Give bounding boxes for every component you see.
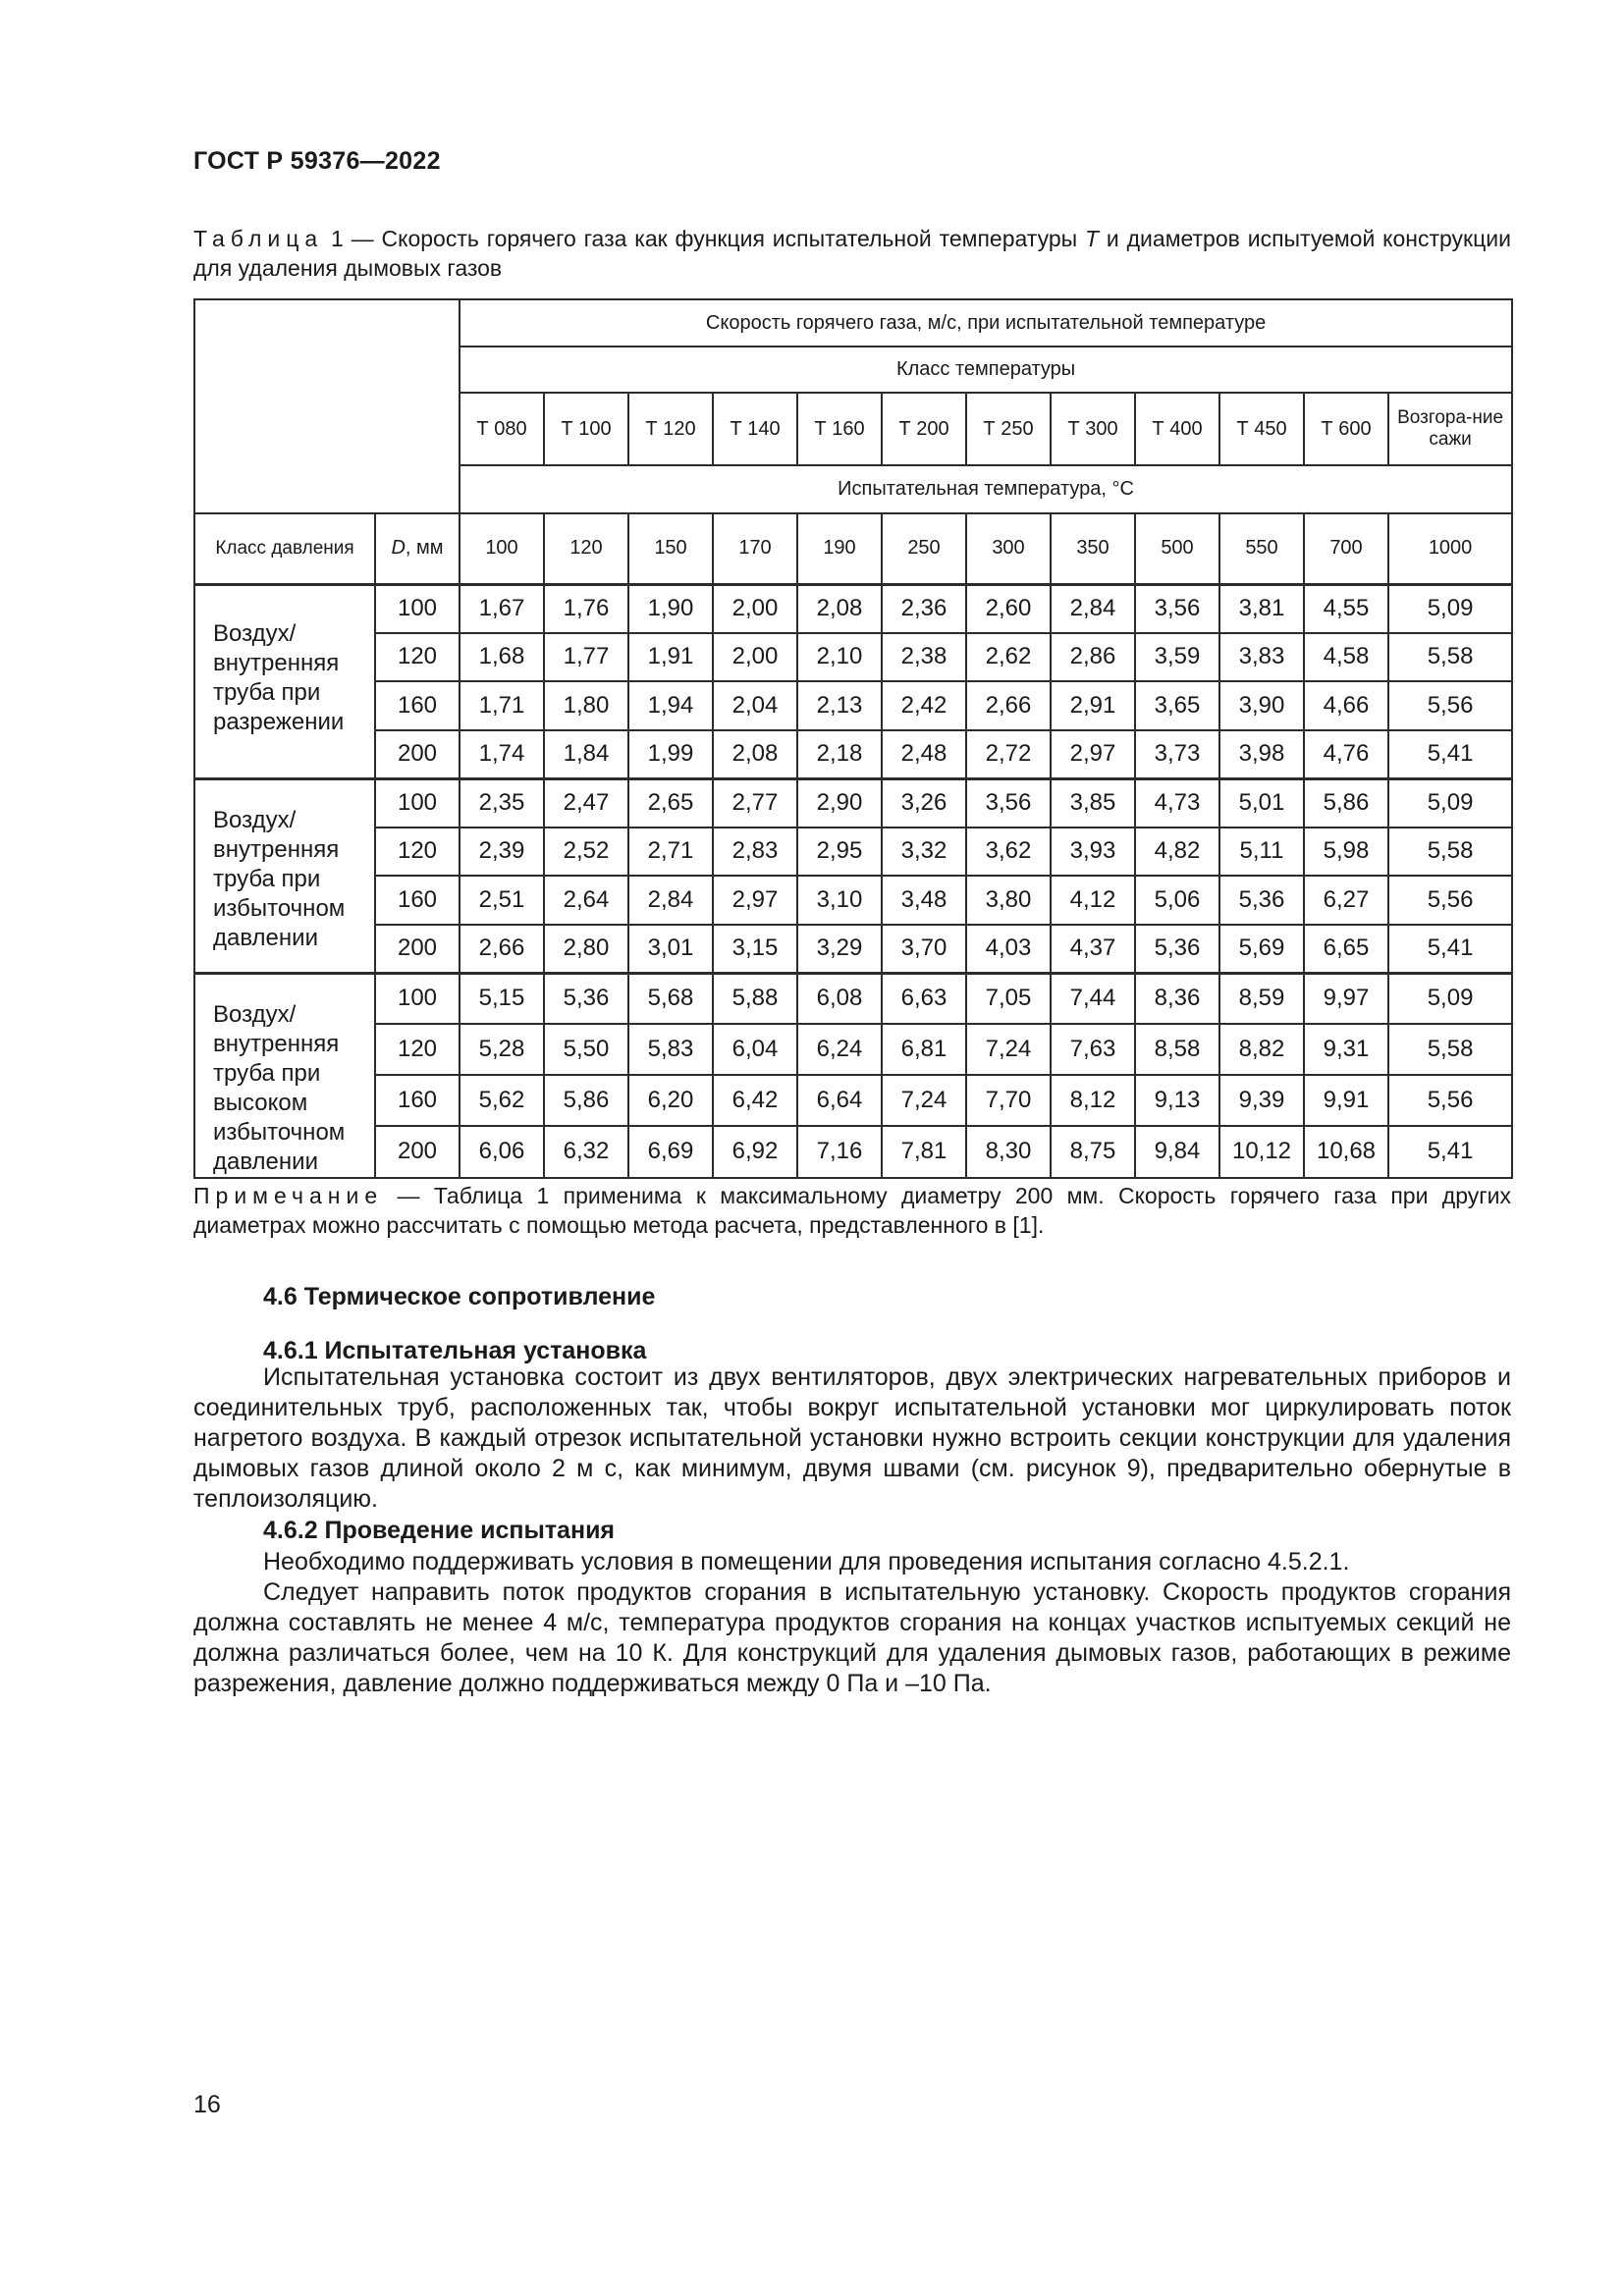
velocity-cell: 2,66 [460,925,544,974]
velocity-cell: 1,99 [628,730,713,779]
velocity-cell: 5,56 [1388,1075,1512,1126]
test-temp-cell: 190 [797,513,882,584]
velocity-cell: 4,55 [1304,584,1388,633]
velocity-cell: 8,36 [1135,973,1219,1024]
velocity-cell: 4,03 [966,925,1051,974]
velocity-cell: 5,41 [1388,730,1512,779]
diameter-cell: 120 [375,1024,460,1075]
velocity-cell: 5,28 [460,1024,544,1075]
velocity-cell: 3,80 [966,876,1051,925]
test-temp-cell: 1000 [1388,513,1512,584]
velocity-cell: 5,36 [544,973,628,1024]
velocity-cell: 1,91 [628,633,713,682]
velocity-cell: 5,86 [544,1075,628,1126]
test-temp-cell: 350 [1051,513,1135,584]
velocity-cell: 3,32 [882,828,966,877]
velocity-cell: 3,81 [1219,584,1304,633]
velocity-cell: 1,67 [460,584,544,633]
velocity-cell: 2,60 [966,584,1051,633]
velocity-cell: 1,71 [460,681,544,730]
velocity-cell: 2,84 [1051,584,1135,633]
velocity-cell: 3,85 [1051,778,1135,828]
diameter-cell: 160 [375,1075,460,1126]
velocity-cell: 4,82 [1135,828,1219,877]
test-temp-cell: 700 [1304,513,1388,584]
note-label: Примечание [193,1183,384,1208]
test-temp-cell: 550 [1219,513,1304,584]
velocity-cell: 2,62 [966,633,1051,682]
diameter-cell: 100 [375,778,460,828]
velocity-cell: 2,66 [966,681,1051,730]
velocity-cell: 2,48 [882,730,966,779]
page-number: 16 [193,2091,221,2118]
document-header: ГОСТ Р 59376—2022 [193,147,441,175]
velocity-cell: 6,06 [460,1126,544,1177]
temp-class-cell: Т 100 [544,393,628,465]
velocity-cell: 3,73 [1135,730,1219,779]
velocity-cell: 5,83 [628,1024,713,1075]
velocity-cell: 8,82 [1219,1024,1304,1075]
velocity-cell: 3,56 [966,778,1051,828]
velocity-cell: 3,98 [1219,730,1304,779]
velocity-cell: 3,01 [628,925,713,974]
diameter-cell: 160 [375,876,460,925]
section-4-6-2-heading: 4.6.2 Проведение испытания [263,1517,616,1544]
temp-class-cell: Т 160 [797,393,882,465]
velocity-cell: 2,08 [713,730,797,779]
test-temp-cell: 170 [713,513,797,584]
velocity-cell: 7,81 [882,1126,966,1177]
velocity-cell: 5,88 [713,973,797,1024]
pressure-group-label: Воздух/ внутренняя труба при высоком избыточном давлении [194,973,375,1178]
diameter-unit: , мм [405,537,444,560]
velocity-cell: 5,41 [1388,925,1512,974]
velocity-cell: 2,91 [1051,681,1135,730]
diameter-cell: 160 [375,681,460,730]
velocity-cell: 1,94 [628,681,713,730]
velocity-cell: 2,10 [797,633,882,682]
velocity-cell: 6,64 [797,1075,882,1126]
velocity-cell: 1,74 [460,730,544,779]
velocity-cell: 3,59 [1135,633,1219,682]
section-4-6-1-text: Испытательная установка состоит из двух вентиляторов, двух электрических нагревательных приборов и соединительных труб, расположенных так, чтобы вокруг испытательной установки мог циркулировать поток нагретого воздуха. В каждый отрезок испытательной установки нужно встроить секции конструкции для удаления дымовых газов длиной около 2 м с, как минимум, двумя швами (см. рисунок 9), предварительно обернутые в теплоизоляцию. [193,1363,1511,1513]
section-4-6-2-text-a: Необходимо поддерживать условия в помещении для проведения испытания согласно 4.5.2.1. [263,1548,1350,1575]
velocity-cell: 3,93 [1051,828,1135,877]
pressure-group-label: Воздух/ внутренняя труба при разрежении [194,584,375,778]
velocity-cell: 5,68 [628,973,713,1024]
velocity-cell: 3,62 [966,828,1051,877]
velocity-cell: 9,13 [1135,1075,1219,1126]
velocity-cell: 3,65 [1135,681,1219,730]
velocity-cell: 5,09 [1388,973,1512,1024]
temp-class-cell: Т 120 [628,393,713,465]
velocity-cell: 5,69 [1219,925,1304,974]
velocity-cell: 1,76 [544,584,628,633]
velocity-cell: 2,90 [797,778,882,828]
velocity-cell: 5,58 [1388,828,1512,877]
temp-class-cell: Т 400 [1135,393,1219,465]
velocity-cell: 2,52 [544,828,628,877]
velocity-cell: 2,35 [460,778,544,828]
velocity-cell: 6,81 [882,1024,966,1075]
velocity-cell: 2,64 [544,876,628,925]
table-row [194,633,1512,682]
note-text: — Таблица 1 применима к максимальному диаметру 200 мм. Скорость горячего газа при других диаметрах можно рассчитать с помощью метода расчета, представленного в [1]. [193,1183,1511,1238]
velocity-cell: 6,04 [713,1024,797,1075]
diameter-cell: 200 [375,730,460,779]
table-caption [193,224,1511,283]
header-pressure-class: Класс давления [194,513,375,584]
diameter-cell: 100 [375,973,460,1024]
velocity-cell: 10,68 [1304,1126,1388,1177]
velocity-cell: 6,27 [1304,876,1388,925]
velocity-cell: 2,00 [713,633,797,682]
velocity-cell: 8,59 [1219,973,1304,1024]
test-temp-cell: 150 [628,513,713,584]
test-temp-cell: 120 [544,513,628,584]
temp-class-cell: Т 300 [1051,393,1135,465]
velocity-cell: 3,10 [797,876,882,925]
velocity-cell: 2,47 [544,778,628,828]
velocity-cell: 3,26 [882,778,966,828]
velocity-cell: 1,90 [628,584,713,633]
empty-corner-cell [194,299,460,513]
velocity-cell: 1,80 [544,681,628,730]
velocity-cell: 6,65 [1304,925,1388,974]
section-4-6-2-text-b: Следует направить поток продуктов сгорания в испытательную установку. Скорость продуктов сгорания должна составлять не менее 4 м/с, температура продуктов сгорания на концах участков испытуемых секций не должна различаться более, чем на 10 К. Для конструкций для удаления дымовых газов, работающих в режиме разрежения, давление должно поддерживаться между 0 Па и –10 Па. [193,1578,1511,1697]
velocity-cell: 2,84 [628,876,713,925]
table-row [194,876,1512,925]
velocity-cell: 3,56 [1135,584,1219,633]
diameter-cell: 100 [375,584,460,633]
table-row [194,925,1512,974]
velocity-cell: 5,62 [460,1075,544,1126]
velocity-cell: 2,04 [713,681,797,730]
section-4-6-2-paragraph-b [193,1577,1511,1699]
temp-class-cell: Т 140 [713,393,797,465]
velocity-cell: 2,77 [713,778,797,828]
table-row [194,828,1512,877]
velocity-cell: 5,15 [460,973,544,1024]
velocity-cell: 9,84 [1135,1126,1219,1177]
velocity-cell: 6,08 [797,973,882,1024]
temp-class-cell: Возгора-ние сажи [1388,393,1512,465]
velocity-cell: 10,12 [1219,1126,1304,1177]
test-temp-cell: 100 [460,513,544,584]
velocity-cell: 2,97 [1051,730,1135,779]
velocity-cell: 5,01 [1219,778,1304,828]
table-row [194,1024,1512,1075]
velocity-cell: 2,18 [797,730,882,779]
velocity-cell: 6,32 [544,1126,628,1177]
velocity-cell: 3,15 [713,925,797,974]
velocity-cell: 1,84 [544,730,628,779]
caption-text-1: 1 — Скорость горячего газа как функция испытательной температуры [323,226,1086,251]
caption-italic: T [1085,226,1100,251]
diameter-cell: 120 [375,828,460,877]
velocity-cell: 5,98 [1304,828,1388,877]
section-4-6-1-heading: 4.6.1 Испытательная установка [263,1337,647,1364]
velocity-cell: 4,12 [1051,876,1135,925]
velocity-cell: 9,91 [1304,1075,1388,1126]
velocity-cell: 5,11 [1219,828,1304,877]
velocity-cell: 2,08 [797,584,882,633]
header-temp-class: Класс температуры [460,347,1512,393]
velocity-cell: 2,42 [882,681,966,730]
velocity-table [193,298,1513,1179]
table-row [194,973,1512,1024]
velocity-cell: 8,75 [1051,1126,1135,1177]
velocity-cell: 9,97 [1304,973,1388,1024]
temp-class-cell: Т 080 [460,393,544,465]
table-row [194,681,1512,730]
velocity-cell: 4,76 [1304,730,1388,779]
table-row [194,584,1512,633]
section-4-6-2-paragraph-a [193,1547,1511,1577]
velocity-cell: 5,06 [1135,876,1219,925]
velocity-cell: 2,13 [797,681,882,730]
table-row [194,730,1512,779]
velocity-cell: 3,70 [882,925,966,974]
velocity-cell: 1,77 [544,633,628,682]
velocity-cell: 7,70 [966,1075,1051,1126]
test-temp-cell: 250 [882,513,966,584]
velocity-cell: 8,58 [1135,1024,1219,1075]
diameter-symbol: D [391,537,406,560]
velocity-cell: 6,20 [628,1075,713,1126]
test-temp-cell: 500 [1135,513,1219,584]
velocity-cell: 4,66 [1304,681,1388,730]
table-row [194,1075,1512,1126]
velocity-cell: 2,80 [544,925,628,974]
temp-class-cell: Т 600 [1304,393,1388,465]
caption-text-2: и диаметров испытуемой конструкции для удаления дымовых газов [193,226,1511,281]
temp-class-cell: Т 250 [966,393,1051,465]
velocity-cell: 5,56 [1388,681,1512,730]
velocity-cell: 5,36 [1219,876,1304,925]
velocity-cell: 6,24 [797,1024,882,1075]
velocity-cell: 3,90 [1219,681,1304,730]
velocity-cell: 5,41 [1388,1126,1512,1177]
velocity-cell: 4,73 [1135,778,1219,828]
pressure-group-label: Воздух/ внутренняя труба при избыточном давлении [194,778,375,973]
velocity-cell: 5,09 [1388,584,1512,633]
header-diameter [375,513,460,584]
velocity-cell: 2,65 [628,778,713,828]
velocity-cell: 6,69 [628,1126,713,1177]
velocity-cell: 2,38 [882,633,966,682]
velocity-cell: 3,48 [882,876,966,925]
velocity-cell: 4,58 [1304,633,1388,682]
velocity-cell: 7,44 [1051,973,1135,1024]
section-4-6-1-paragraph [193,1362,1511,1515]
velocity-cell: 3,29 [797,925,882,974]
velocity-cell: 5,50 [544,1024,628,1075]
velocity-cell: 7,16 [797,1126,882,1177]
diameter-cell: 200 [375,925,460,974]
velocity-cell: 6,42 [713,1075,797,1126]
temp-class-cell: Т 200 [882,393,966,465]
velocity-cell: 5,56 [1388,876,1512,925]
table-row [194,1126,1512,1177]
velocity-cell: 5,58 [1388,1024,1512,1075]
velocity-cell: 2,83 [713,828,797,877]
test-temp-cell: 300 [966,513,1051,584]
velocity-cell: 2,51 [460,876,544,925]
velocity-cell: 2,36 [882,584,966,633]
velocity-cell: 9,31 [1304,1024,1388,1075]
temp-class-cell: Т 450 [1219,393,1304,465]
diameter-cell: 120 [375,633,460,682]
velocity-cell: 8,12 [1051,1075,1135,1126]
velocity-cell: 4,37 [1051,925,1135,974]
header-velocity: Скорость горячего газа, м/с, при испытательной температуре [460,299,1512,347]
velocity-cell: 9,39 [1219,1075,1304,1126]
section-4-6-heading: 4.6 Термическое сопротивление [263,1283,656,1310]
diameter-cell: 200 [375,1126,460,1177]
velocity-cell: 7,63 [1051,1024,1135,1075]
velocity-cell: 2,72 [966,730,1051,779]
velocity-cell: 7,24 [882,1075,966,1126]
velocity-cell: 6,63 [882,973,966,1024]
velocity-cell: 8,30 [966,1126,1051,1177]
velocity-cell: 5,58 [1388,633,1512,682]
velocity-cell: 6,92 [713,1126,797,1177]
velocity-cell: 2,86 [1051,633,1135,682]
velocity-cell: 2,97 [713,876,797,925]
velocity-cell: 5,36 [1135,925,1219,974]
velocity-cell: 1,68 [460,633,544,682]
velocity-cell: 2,39 [460,828,544,877]
velocity-cell: 7,24 [966,1024,1051,1075]
velocity-cell: 2,00 [713,584,797,633]
velocity-cell: 2,95 [797,828,882,877]
header-test-temp: Испытательная температура, °С [460,465,1512,513]
velocity-cell: 5,09 [1388,778,1512,828]
velocity-cell: 2,71 [628,828,713,877]
table-row [194,778,1512,828]
velocity-cell: 3,83 [1219,633,1304,682]
caption-label: Таблица [193,226,324,251]
velocity-cell: 7,05 [966,973,1051,1024]
velocity-cell: 5,86 [1304,778,1388,828]
table-note [193,1181,1511,1240]
